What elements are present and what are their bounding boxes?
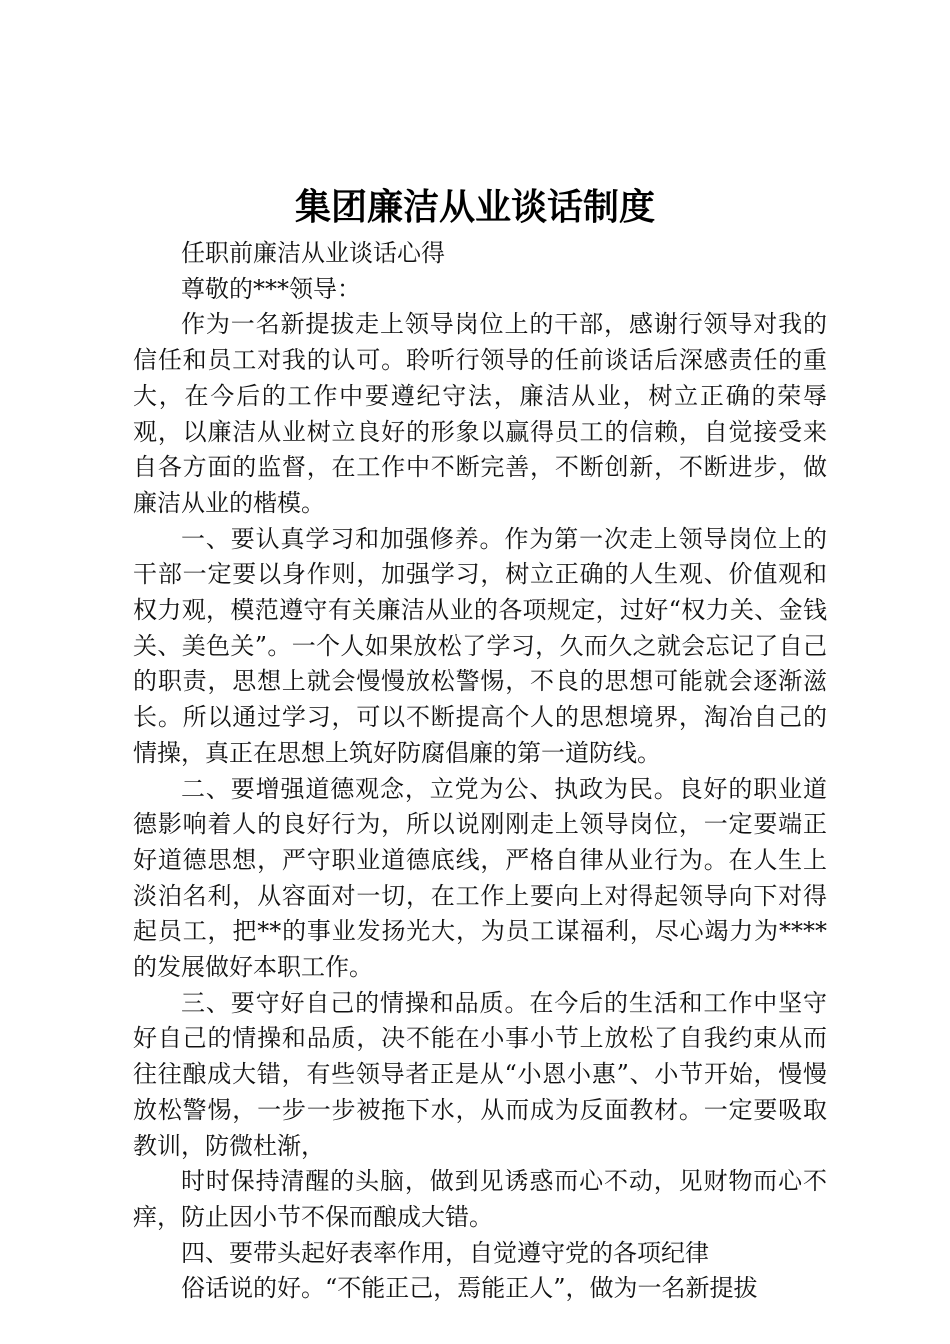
paragraph: 俗话说的好。“不能正己，焉能正人”，做为一名新提拔 bbox=[181, 1274, 758, 1303]
document-title: 集团廉洁从业谈话制度 bbox=[294, 187, 655, 228]
paragraph: 四、要带头起好表率作用，自觉遵守党的各项纪律 bbox=[181, 1238, 709, 1267]
paragraph-salutation: 尊敬的***领导： bbox=[181, 274, 361, 303]
paragraph: 二、要增强道德观念，立党为公、执政为民。良好的职业道德影响着人的良好行为，所以说刚刚走上领导岗位，一定要端正好道德思想，严守职业道德底线，严格自律从业行为。在人生上淡泊名利，从容面对一切，在工作上要向上对得起领导向下对得起员工，把**的事业发扬光大，为员工谋福利，尽心竭力为****的发展做好本职工作。 bbox=[133, 774, 827, 982]
paragraph: 三、要守好自己的情操和品质。在今后的生活和工作中坚守好自己的情操和品质，决不能在小事小节上放松了自我约束从而往往酿成大错，有些领导者正是从“小恩小惠”、小节开始，慢慢放松警惕，一步一步被拖下水，从而成为反面教材。一定要吸取教训，防微杜渐， bbox=[133, 988, 827, 1160]
document-body bbox=[133, 236, 827, 1307]
paragraph: 时时保持清醒的头脑，做到见诱惑而心不动，见财物而心不痒，防止因小节不保而酿成大错。 bbox=[133, 1167, 827, 1231]
paragraph: 作为一名新提拔走上领导岗位上的干部，感谢行领导对我的信任和员工对我的认可。聆听行领导的任前谈话后深感责任的重大，在今后的工作中要遵纪守法，廉洁从业，树立正确的荣辱观，以廉洁从业树立良好的形象以赢得员工的信赖，自觉接受来自各方面的监督，在工作中不断完善，不断创新，不断进步，做廉洁从业的楷模。 bbox=[133, 310, 827, 517]
paragraph: 一、要认真学习和加强修养。作为第一次走上领导岗位上的干部一定要以身作则，加强学习，树立正确的人生观、价值观和权力观，模范遵守有关廉洁从业的各项规定，过好“权力关、金钱关、美色关”。一个人如果放松了学习，久而久之就会忘记了自己的职责，思想上就会慢慢放松警惕，不良的思想可能就会逐渐滋长。所以通过学习，可以不断提高个人的思想境界，淘冶自己的情操，真正在思想上筑好防腐倡廉的第一道防线。 bbox=[133, 524, 827, 767]
paragraph-subtitle: 任职前廉洁从业谈话心得 bbox=[181, 239, 445, 267]
